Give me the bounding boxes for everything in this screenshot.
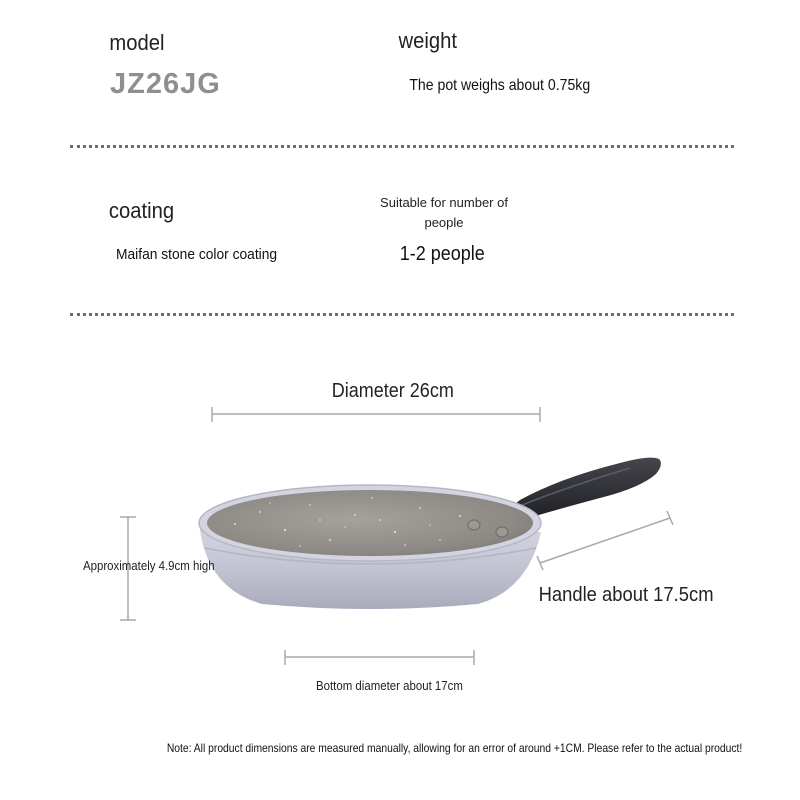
height-label: Approximately 4.9cm high — [82, 558, 215, 573]
people-value: 1-2 people — [399, 243, 485, 265]
measurement-note: Note: All product dimensions are measured manually, allowing for an error of around +1CM. Please refer to the actual product! — [166, 741, 743, 755]
model-value: JZ26JG — [110, 68, 221, 100]
weight-value: The pot weighs about 0.75kg — [409, 77, 591, 94]
model-label: model — [109, 30, 165, 55]
diameter-label: Diameter 26cm — [331, 380, 454, 402]
coating-label: coating — [108, 198, 175, 223]
weight-label: weight — [398, 28, 458, 53]
people-label: Suitable for number of people — [380, 195, 508, 230]
diameter-dimension-line — [212, 407, 540, 422]
coating-value: Maifan stone color coating — [116, 246, 278, 263]
bottom-diameter-dimension-line — [285, 650, 474, 665]
handle-length-label: Handle about 17.5cm — [538, 584, 714, 606]
bottom-diameter-label: Bottom diameter about 17cm — [316, 678, 463, 693]
pan-body — [199, 485, 541, 609]
handle-dimension-line — [537, 511, 673, 570]
